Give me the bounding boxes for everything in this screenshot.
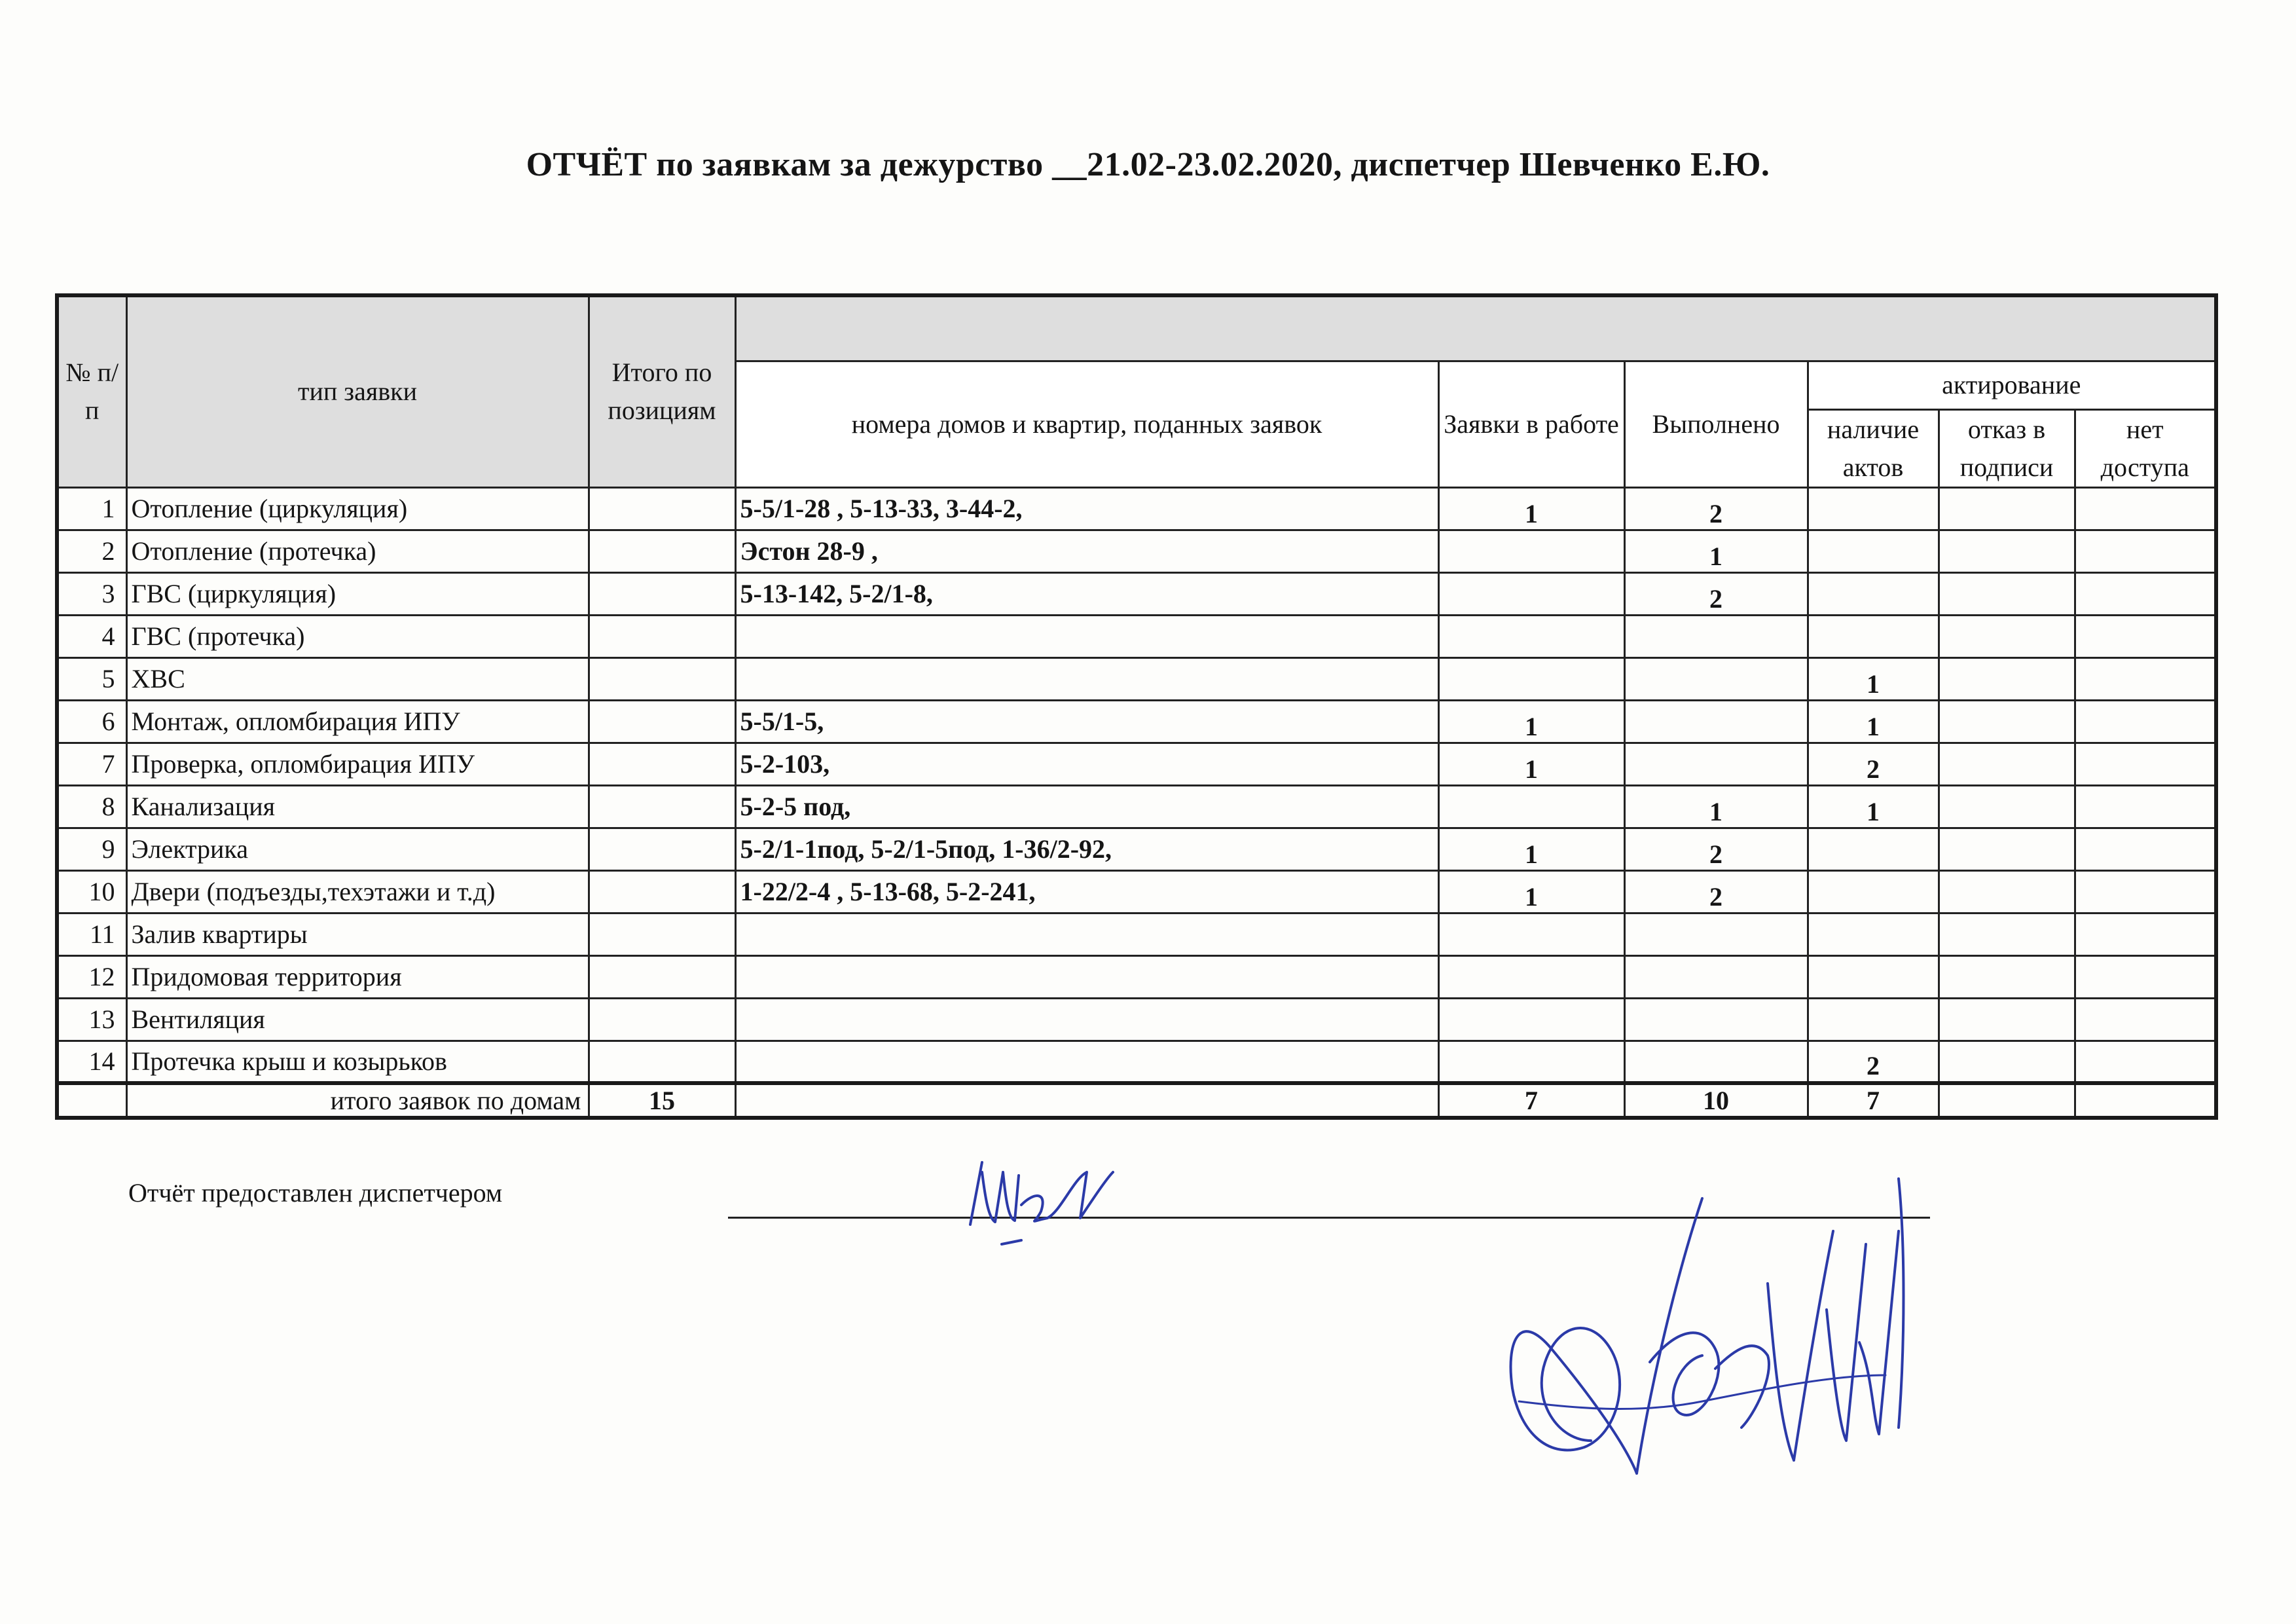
table-row — [57, 530, 2216, 572]
row-no-access — [2075, 700, 2216, 743]
report-title: ОТЧЁТ по заявкам за дежурство __21.02-23.02.2020, диспетчер Шевченко Е.Ю. — [526, 146, 1770, 183]
row-num: 4 — [57, 615, 126, 657]
row-num: 5 — [57, 657, 126, 700]
row-total — [589, 700, 735, 743]
row-addresses: 5-5/1-5, — [735, 700, 1438, 743]
signature-line — [728, 1217, 1930, 1219]
row-acts: 1 — [1808, 785, 1939, 828]
row-type: Отопление (протечка) — [126, 530, 589, 572]
row-num: 12 — [57, 955, 126, 998]
row-no-access — [2075, 743, 2216, 785]
row-acts — [1808, 828, 1939, 870]
row-done: 2 — [1624, 572, 1808, 615]
row-done — [1624, 615, 1808, 657]
row-addresses: 5-2-103, — [735, 743, 1438, 785]
row-in-work — [1438, 785, 1624, 828]
row-type: Отопление (циркуляция) — [126, 487, 589, 530]
row-num: 13 — [57, 998, 126, 1041]
row-acts — [1808, 870, 1939, 913]
signature-main-mark — [1511, 1179, 1904, 1473]
header-top-band — [735, 295, 2216, 361]
row-acts — [1808, 998, 1939, 1041]
row-addresses — [735, 913, 1438, 955]
table-row — [57, 743, 2216, 785]
row-no-access — [2075, 870, 2216, 913]
table-row — [57, 615, 2216, 657]
table-row — [57, 998, 2216, 1041]
table-row — [57, 828, 2216, 870]
row-addresses: 5-13-142, 5-2/1-8, — [735, 572, 1438, 615]
row-refusal — [1939, 487, 2075, 530]
row-addresses: 5-5/1-28 , 5-13-33, 3-44-2, — [735, 487, 1438, 530]
row-done — [1624, 998, 1808, 1041]
row-total — [589, 487, 735, 530]
row-done — [1624, 700, 1808, 743]
signature-initials-mark — [970, 1162, 1113, 1244]
row-done: 2 — [1624, 828, 1808, 870]
row-done: 2 — [1624, 870, 1808, 913]
row-num: 14 — [57, 1041, 126, 1083]
header-done: Выполнено — [1624, 361, 1808, 487]
row-refusal — [1939, 828, 2075, 870]
footer-text: Отчёт предоставлен диспетчером — [128, 1178, 503, 1208]
row-type: Канализация — [126, 785, 589, 828]
row-done: 1 — [1624, 530, 1808, 572]
row-type: ГВС (протечка) — [126, 615, 589, 657]
row-in-work: 1 — [1438, 828, 1624, 870]
row-no-access — [2075, 487, 2216, 530]
row-addresses: 1-22/2-4 , 5-13-68, 5-2-241, — [735, 870, 1438, 913]
row-acts — [1808, 487, 1939, 530]
row-type: Проверка, опломбирация ИПУ — [126, 743, 589, 785]
row-refusal — [1939, 657, 2075, 700]
header-no-access: нет доступа — [2075, 409, 2216, 487]
row-num: 8 — [57, 785, 126, 828]
row-num: 2 — [57, 530, 126, 572]
totals-label: итого заявок по домам — [126, 1083, 589, 1118]
row-acts: 2 — [1808, 1041, 1939, 1083]
row-acts — [1808, 955, 1939, 998]
row-addresses: Эстон 28-9 , — [735, 530, 1438, 572]
row-refusal — [1939, 700, 2075, 743]
table-row — [57, 955, 2216, 998]
table-row — [57, 700, 2216, 743]
row-done — [1624, 955, 1808, 998]
row-no-access — [2075, 955, 2216, 998]
row-addresses — [735, 955, 1438, 998]
row-in-work — [1438, 572, 1624, 615]
row-num: 6 — [57, 700, 126, 743]
header-total: Итого по позициям — [589, 295, 735, 487]
row-addresses: 5-2/1-1под, 5-2/1-5под, 1-36/2-92, — [735, 828, 1438, 870]
row-in-work — [1438, 913, 1624, 955]
row-total — [589, 998, 735, 1041]
row-addresses: 5-2-5 под, — [735, 785, 1438, 828]
header-acting: актирование — [1808, 361, 2216, 409]
row-addresses — [735, 998, 1438, 1041]
row-in-work — [1438, 615, 1624, 657]
row-addresses — [735, 657, 1438, 700]
row-no-access — [2075, 530, 2216, 572]
totals-done: 10 — [1624, 1083, 1808, 1118]
row-total — [589, 955, 735, 998]
table-row — [57, 870, 2216, 913]
row-addresses — [735, 615, 1438, 657]
totals-num-cell — [57, 1083, 126, 1118]
row-no-access — [2075, 1041, 2216, 1083]
row-addresses — [735, 1041, 1438, 1083]
report-table — [55, 293, 2218, 1120]
row-type: ХВС — [126, 657, 589, 700]
table-row — [57, 913, 2216, 955]
row-refusal — [1939, 1041, 2075, 1083]
row-done: 2 — [1624, 487, 1808, 530]
row-num: 1 — [57, 487, 126, 530]
header-type: тип заявки — [126, 295, 589, 487]
row-type: Монтаж, опломбирация ИПУ — [126, 700, 589, 743]
row-total — [589, 870, 735, 913]
row-type: Придомовая территория — [126, 955, 589, 998]
row-acts: 2 — [1808, 743, 1939, 785]
totals-row — [57, 1083, 2216, 1118]
row-num: 3 — [57, 572, 126, 615]
row-type: Протечка крыш и козырьков — [126, 1041, 589, 1083]
row-total — [589, 743, 735, 785]
row-num: 10 — [57, 870, 126, 913]
row-done — [1624, 657, 1808, 700]
row-total — [589, 657, 735, 700]
header-refusal: отказ в подписи — [1939, 409, 2075, 487]
row-acts — [1808, 615, 1939, 657]
row-in-work — [1438, 955, 1624, 998]
row-done — [1624, 1041, 1808, 1083]
row-refusal — [1939, 870, 2075, 913]
row-refusal — [1939, 785, 2075, 828]
row-refusal — [1939, 998, 2075, 1041]
row-num: 11 — [57, 913, 126, 955]
row-total — [589, 530, 735, 572]
table-row — [57, 487, 2216, 530]
row-in-work: 1 — [1438, 743, 1624, 785]
row-total — [589, 1041, 735, 1083]
totals-addresses — [735, 1083, 1438, 1118]
row-no-access — [2075, 828, 2216, 870]
table-row — [57, 657, 2216, 700]
row-total — [589, 828, 735, 870]
row-acts — [1808, 913, 1939, 955]
table-row — [57, 1041, 2216, 1083]
row-no-access — [2075, 785, 2216, 828]
row-in-work — [1438, 1041, 1624, 1083]
header-in-work: Заявки в работе — [1438, 361, 1624, 487]
row-no-access — [2075, 657, 2216, 700]
row-total — [589, 913, 735, 955]
row-num: 9 — [57, 828, 126, 870]
report-body — [57, 487, 2216, 1083]
row-refusal — [1939, 743, 2075, 785]
totals-refusal — [1939, 1083, 2075, 1118]
row-no-access — [2075, 615, 2216, 657]
row-in-work — [1438, 530, 1624, 572]
row-total — [589, 572, 735, 615]
row-refusal — [1939, 615, 2075, 657]
row-done — [1624, 743, 1808, 785]
row-type: Вентиляция — [126, 998, 589, 1041]
header-num: № п/п — [57, 295, 126, 487]
row-acts: 1 — [1808, 700, 1939, 743]
row-no-access — [2075, 913, 2216, 955]
totals-in-work: 7 — [1438, 1083, 1624, 1118]
row-no-access — [2075, 998, 2216, 1041]
totals-acts: 7 — [1808, 1083, 1939, 1118]
totals-total: 15 — [589, 1083, 735, 1118]
totals-no-access — [2075, 1083, 2216, 1118]
row-no-access — [2075, 572, 2216, 615]
row-in-work — [1438, 998, 1624, 1041]
row-acts: 1 — [1808, 657, 1939, 700]
header-acts: наличие актов — [1808, 409, 1939, 487]
row-done: 1 — [1624, 785, 1808, 828]
table-row — [57, 785, 2216, 828]
table-row — [57, 572, 2216, 615]
row-type: Электрика — [126, 828, 589, 870]
row-num: 7 — [57, 743, 126, 785]
row-in-work: 1 — [1438, 700, 1624, 743]
row-total — [589, 615, 735, 657]
row-done — [1624, 913, 1808, 955]
row-total — [589, 785, 735, 828]
header-addresses: номера домов и квартир, поданных заявок — [735, 361, 1438, 487]
row-refusal — [1939, 913, 2075, 955]
row-refusal — [1939, 955, 2075, 998]
row-type: Залив квартиры — [126, 913, 589, 955]
row-type: ГВС (циркуляция) — [126, 572, 589, 615]
row-type: Двери (подъезды,техэтажи и т.д) — [126, 870, 589, 913]
row-refusal — [1939, 530, 2075, 572]
row-refusal — [1939, 572, 2075, 615]
row-acts — [1808, 572, 1939, 615]
row-in-work: 1 — [1438, 487, 1624, 530]
row-acts — [1808, 530, 1939, 572]
row-in-work: 1 — [1438, 870, 1624, 913]
row-in-work — [1438, 657, 1624, 700]
